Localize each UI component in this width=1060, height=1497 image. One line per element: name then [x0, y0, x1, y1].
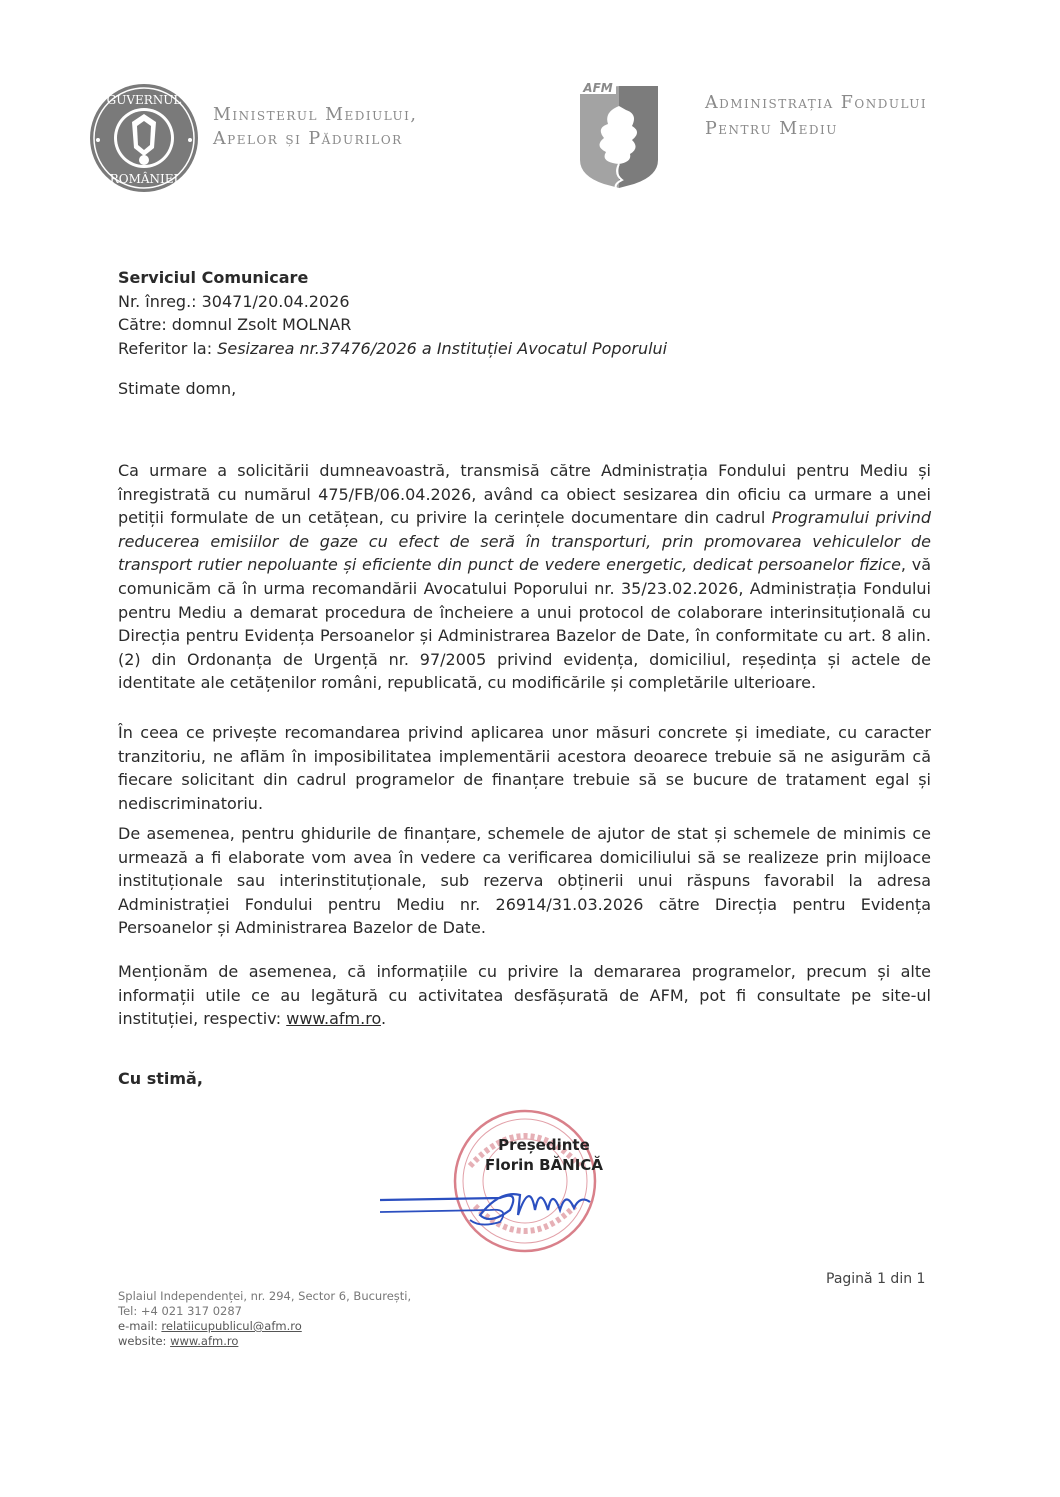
footer-website-row — [118, 1334, 411, 1349]
ministry-line-2: Apelor și Pădurilor — [213, 129, 403, 149]
ministry-line-1: Ministerul Mediului, — [213, 105, 418, 125]
footer-website-label: website: — [118, 1334, 171, 1348]
footer-website-link[interactable]: www.afm.ro — [170, 1334, 239, 1348]
afm-logo-icon — [574, 76, 664, 188]
reference-value: Sesizarea nr.37476/2026 a Instituției Avocatul Poporului — [217, 338, 668, 358]
afm-website-link[interactable]: www.afm.ro — [286, 1009, 381, 1029]
seal-text-bottom: ROMÂNIEI — [109, 172, 179, 186]
government-seal-icon — [88, 82, 200, 194]
program-name: Programului privind reducerea emisiilor de gaze cu efect de seră în transporturi, prin promovarea vehiculelor de transport rutier nepoluante și eficiente din punct de vedere energetic, dedicat persoanelor fizice — [118, 508, 931, 575]
paragraph-4-text: Menționăm de asemenea, că informațiile cu privire la demararea programelor, precum și alte informații utile ce au legătură cu activitatea desfășurată de AFM, pot fi consultate pe site-ul instituției, respectiv: — [118, 962, 931, 1029]
seal-text-top: GUVERNUL — [106, 93, 182, 107]
footer-contact — [118, 1289, 411, 1349]
footer-address: Splaiul Independenței, nr. 294, Sector 6, București, — [118, 1289, 412, 1303]
recipient: Către: domnul Zsolt MOLNAR — [118, 315, 352, 334]
closing: Cu stimă, — [118, 1069, 203, 1088]
reference-label: Referitor la: — [118, 338, 218, 358]
afm-name-line-1: Administrația Fondului — [705, 93, 928, 113]
paragraph-4-end: . — [380, 1009, 387, 1029]
signer-title: Președinte — [498, 1136, 590, 1154]
registration-number: Nr. înreg.: 30471/20.04.2026 — [118, 291, 350, 311]
paragraph-1-text-a: Ca urmare a solicitării dumneavoastră, transmisă către Administrația Fondului pentru Mediu și înregistrată cu numărul 475/FB/06.04.2026, având ca obiect sesizarea din oficiu ca urmare a unei petiții formulate de un cetățean, cu privire la cerințele documentare din cadrul — [118, 461, 931, 528]
footer-email-link[interactable]: relatiicupublicul@afm.ro — [161, 1319, 302, 1333]
footer-phone: Tel: +4 021 317 0287 — [118, 1304, 242, 1318]
signer-block — [485, 1135, 603, 1175]
paragraph-2: În ceea ce privește recomandarea privind aplicarea unor măsuri concrete și imediate, cu caracter tranzitoriu, ne aflăm în imposibilitatea implementării acestora deoarece trebuie să ne asigurăm că fiecare solicitant din cadrul programelor de finanțare trebuie să se bucure de tratament egal și nediscriminatoriu. — [118, 723, 931, 813]
salutation: Stimate domn, — [118, 379, 237, 398]
page-number: Pagină 1 din 1 — [826, 1271, 926, 1287]
footer-email-label: e-mail: — [118, 1319, 162, 1333]
paragraph-1 — [118, 459, 931, 695]
ministry-name — [213, 103, 417, 151]
afm-name-line-2: Pentru Mediu — [705, 119, 838, 139]
paragraph-4 — [118, 960, 931, 1031]
letter-header — [118, 266, 667, 360]
footer-email-row — [118, 1319, 411, 1334]
department: Serviciul Comunicare — [118, 268, 309, 287]
paragraph-1-text-b: , vă comunicăm că în urma recomandării Avocatului Poporului nr. 35/23.02.2026, Administrația Fondului pentru Mediu a demarat procedura de încheiere a unui protocol de colaborare interinsituțională cu Direcția pentru Evidența Persoanelor și Administrarea Bazelor de Date, în conformitate cu art. 8 alin.(2) din Ordonanța de Urgență nr. 97/2005 privind evidența, domiciliul, reședința și actele de identitate ale cetățenilor români, republicată, cu modificările și completările ulterioare. — [118, 555, 932, 693]
paragraph-3: De asemenea, pentru ghidurile de finanțare, schemele de ajutor de stat și schemele de minimis ce urmează a fi elaborate vom avea în vedere ca verificarea domiciliului să se realizeze prin mijloace instituționale sau interinstituționale, sub rezerva obținerii unui răspuns favorabil la adresa Administrației Fondului pentru Mediu nr. 26914/31.03.2026 către Direcția pentru Evidența Persoanelor și Administrarea Bazelor de Date. — [118, 824, 931, 938]
afm-name — [705, 90, 927, 142]
signer-name: Florin BĂNICĂ — [485, 1156, 603, 1174]
reference — [118, 337, 667, 361]
handwritten-signature-icon — [380, 1170, 600, 1230]
afm-logo-text: AFM — [583, 81, 613, 95]
